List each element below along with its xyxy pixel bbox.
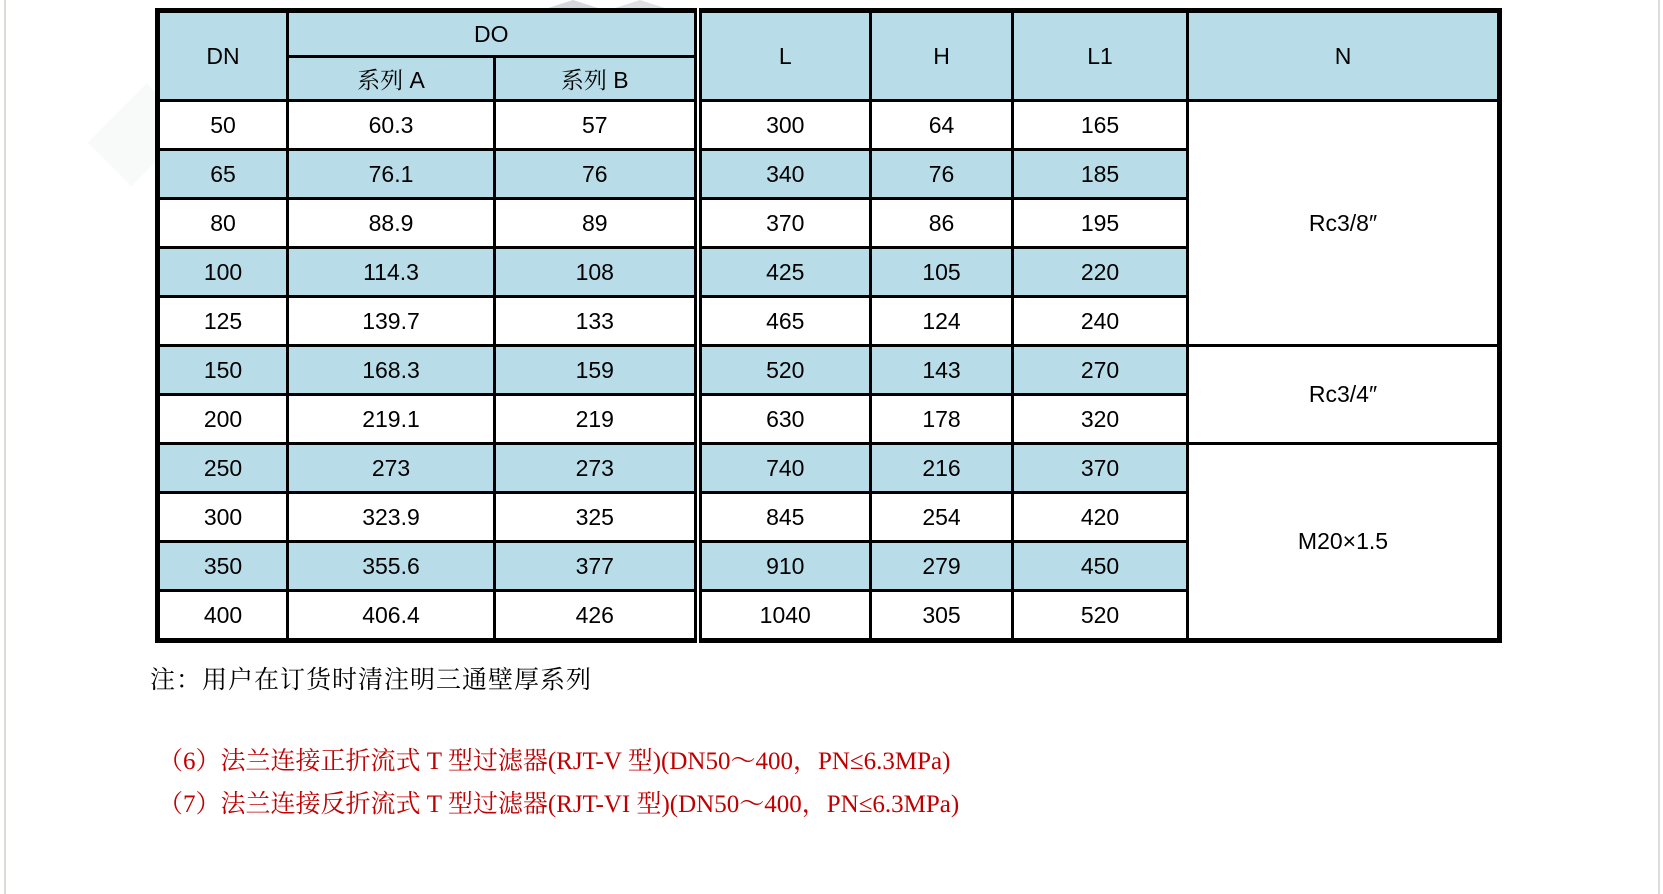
cell-l: 465: [698, 297, 871, 346]
cell-h: 64: [871, 101, 1013, 150]
cell-do-b: 325: [495, 493, 698, 542]
cell-dn: 250: [158, 444, 288, 493]
cell-l: 845: [698, 493, 871, 542]
cell-l: 370: [698, 199, 871, 248]
cell-l1: 320: [1013, 395, 1188, 444]
cell-l: 1040: [698, 591, 871, 641]
cell-do-a: 168.3: [288, 346, 495, 395]
cell-dn: 50: [158, 101, 288, 150]
cell-l: 520: [698, 346, 871, 395]
cell-l1: 165: [1013, 101, 1188, 150]
cell-h: 254: [871, 493, 1013, 542]
col-header-do-group: DO: [288, 11, 698, 57]
cell-dn: 65: [158, 150, 288, 199]
cell-do-a: 323.9: [288, 493, 495, 542]
cell-do-b: 273: [495, 444, 698, 493]
cell-do-b: 377: [495, 542, 698, 591]
cell-h: 86: [871, 199, 1013, 248]
col-header-dn: DN: [158, 11, 288, 101]
cell-do-b: 133: [495, 297, 698, 346]
col-header-l: L: [698, 11, 871, 101]
col-header-l1: L1: [1013, 11, 1188, 101]
cell-do-a: 76.1: [288, 150, 495, 199]
cell-l1: 450: [1013, 542, 1188, 591]
cell-l1: 520: [1013, 591, 1188, 641]
cell-do-b: 108: [495, 248, 698, 297]
cell-do-b: 219: [495, 395, 698, 444]
cell-do-a: 60.3: [288, 101, 495, 150]
cell-l: 740: [698, 444, 871, 493]
cell-n-group: M20×1.5: [1188, 444, 1500, 641]
cell-h: 143: [871, 346, 1013, 395]
cell-dn: 80: [158, 199, 288, 248]
page-right-edge-line: [1658, 0, 1660, 894]
cell-do-b: 89: [495, 199, 698, 248]
cell-h: 279: [871, 542, 1013, 591]
cell-l: 630: [698, 395, 871, 444]
cell-do-a: 114.3: [288, 248, 495, 297]
cell-h: 305: [871, 591, 1013, 641]
col-header-series-a: 系列 A: [288, 57, 495, 101]
cell-dn: 125: [158, 297, 288, 346]
cell-h: 76: [871, 150, 1013, 199]
remark-line-7: （7）法兰连接反折流式 T 型过滤器(RJT-VI 型)(DN50～400，PN≤6.3MPa): [158, 791, 960, 818]
cell-l: 300: [698, 101, 871, 150]
cell-h: 105: [871, 248, 1013, 297]
cell-do-a: 273: [288, 444, 495, 493]
cell-n-group: Rc3/8″: [1188, 101, 1500, 346]
cell-dn: 400: [158, 591, 288, 641]
table-row: [158, 346, 1500, 395]
remark-line-6: （6）法兰连接正折流式 T 型过滤器(RJT-V 型)(DN50～400，PN≤6.3MPa): [158, 748, 951, 775]
cell-h: 178: [871, 395, 1013, 444]
cell-do-b: 57: [495, 101, 698, 150]
cell-l1: 185: [1013, 150, 1188, 199]
cell-do-b: 159: [495, 346, 698, 395]
table-row: [158, 444, 1500, 493]
cell-l1: 240: [1013, 297, 1188, 346]
cell-do-a: 355.6: [288, 542, 495, 591]
cell-l1: 220: [1013, 248, 1188, 297]
cell-l1: 370: [1013, 444, 1188, 493]
table-row: [158, 101, 1500, 150]
cell-dn: 100: [158, 248, 288, 297]
cell-h: 124: [871, 297, 1013, 346]
cell-dn: 350: [158, 542, 288, 591]
cell-l: 425: [698, 248, 871, 297]
col-header-h: H: [871, 11, 1013, 101]
dimension-table: [155, 8, 1502, 643]
table-note: 注：用户在订货时清注明三通壁厚系列: [150, 667, 593, 694]
cell-do-a: 406.4: [288, 591, 495, 641]
page-left-edge-line: [4, 0, 6, 894]
cell-h: 216: [871, 444, 1013, 493]
cell-do-b: 426: [495, 591, 698, 641]
cell-l: 910: [698, 542, 871, 591]
cell-do-a: 219.1: [288, 395, 495, 444]
cell-do-b: 76: [495, 150, 698, 199]
remarks-block: [158, 740, 959, 826]
cell-n-group: Rc3/4″: [1188, 346, 1500, 444]
col-header-n: N: [1188, 11, 1500, 101]
cell-l1: 195: [1013, 199, 1188, 248]
cell-l: 340: [698, 150, 871, 199]
header-row-1: [158, 11, 1500, 57]
cell-l1: 420: [1013, 493, 1188, 542]
cell-dn: 150: [158, 346, 288, 395]
cell-do-a: 139.7: [288, 297, 495, 346]
cell-l1: 270: [1013, 346, 1188, 395]
cell-dn: 300: [158, 493, 288, 542]
cell-dn: 200: [158, 395, 288, 444]
col-header-series-b: 系列 B: [495, 57, 698, 101]
cell-do-a: 88.9: [288, 199, 495, 248]
